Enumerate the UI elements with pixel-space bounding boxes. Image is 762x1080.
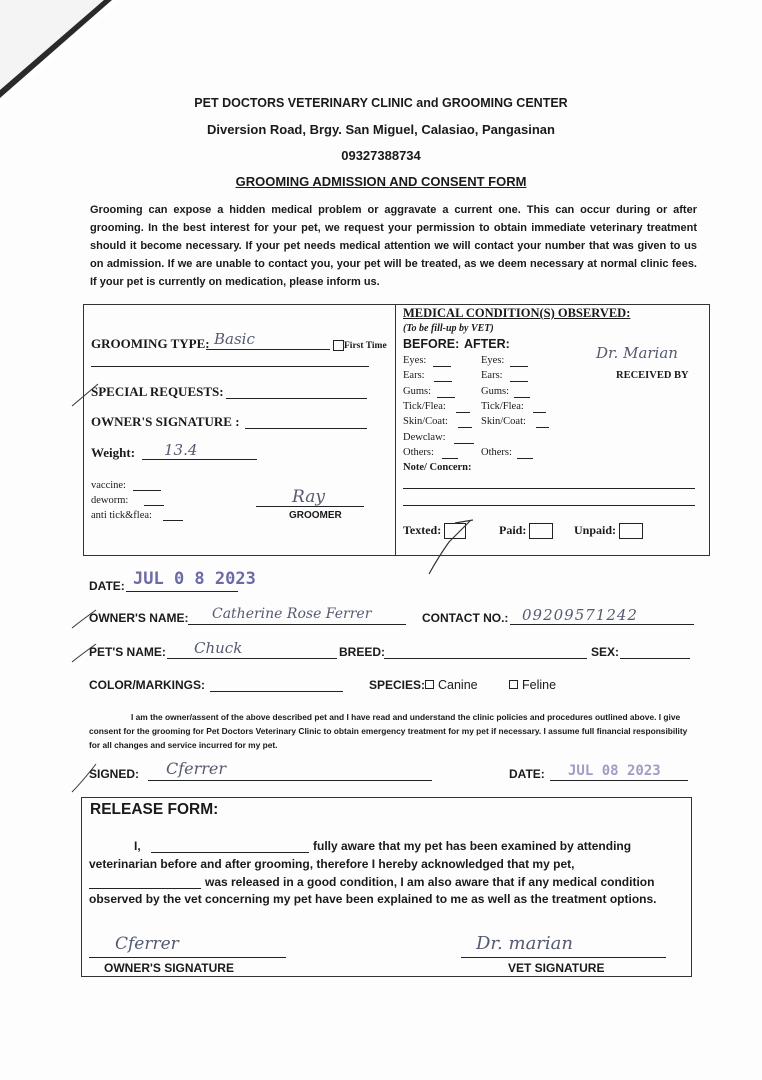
after-item: Tick/Flea: (481, 401, 524, 412)
breed-label: BREED: (339, 645, 386, 659)
before-skin-line[interactable] (458, 427, 472, 428)
clinic-phone: 09327388734 (341, 148, 421, 163)
unpaid-field (574, 523, 643, 539)
special-requests-line[interactable] (226, 398, 367, 399)
date-label: DATE: (89, 579, 125, 593)
after-item: Gums: (481, 386, 510, 397)
date-line (126, 591, 238, 592)
unpaid-checkbox[interactable] (619, 523, 643, 539)
canine-checkbox[interactable] (425, 680, 434, 689)
before-others-line[interactable] (442, 458, 458, 459)
texted-label: Texted: (403, 523, 442, 537)
paid-label: Paid: (499, 523, 527, 537)
note-line-1[interactable] (403, 488, 695, 489)
pet-name-line (167, 658, 337, 659)
release-pet-line[interactable] (89, 888, 201, 889)
owner-signature-line (89, 957, 286, 958)
grooming-type-line (206, 349, 330, 350)
vet-signature-caption: VET SIGNATURE (508, 961, 605, 975)
breed-line[interactable] (384, 658, 587, 659)
before-item: Eyes: (403, 355, 427, 366)
intro-paragraph: Grooming can expose a hidden medical problem or aggravate a current one. This can occur during or after grooming. In the best interest for your pet, we request your permission to obtain immediate veterinary treatment should it become necessary. If your pet needs medical attention we will contact your number that was given to us on admission. If we are unable to contact you, your pet will be treated, as we deem necessary at normal clinic fees. If your pet is currently on medication, please inform us. (90, 204, 697, 288)
weight-line (142, 459, 257, 460)
medical-condition-title: MEDICAL CONDITION(S) OBSERVED: (403, 306, 631, 320)
pen-tick-mark (70, 604, 100, 632)
clinic-address: Diversion Road, Brgy. San Miguel, Calasiao, Pangasinan (207, 122, 555, 137)
clinic-name: PET DOCTORS VETERINARY CLINIC and GROOMING CENTER (194, 96, 568, 110)
before-tick-line[interactable] (456, 412, 470, 413)
grooming-type-value[interactable]: Basic (214, 330, 255, 348)
after-gums-line[interactable] (514, 397, 530, 398)
release-line2: veterinarian before and after grooming, therefore I hereby acknowledged that my pet, (89, 857, 575, 871)
after-skin-line[interactable] (536, 427, 549, 428)
before-item: Gums: (403, 386, 432, 397)
after-item: Ears: (481, 370, 503, 381)
contact-label: CONTACT NO.: (422, 611, 509, 625)
note-concern-label: Note/ Concern: (403, 462, 472, 473)
feline-checkbox[interactable] (509, 680, 518, 689)
color-line[interactable] (210, 691, 343, 692)
owner-name-line (188, 624, 406, 625)
date2-line (550, 780, 688, 781)
after-eyes-line[interactable] (510, 366, 528, 367)
release-owner-signature[interactable]: Cferrer (115, 934, 179, 954)
vaccine-line[interactable] (133, 490, 161, 491)
species-label: SPECIES: (369, 678, 426, 692)
release-line1: fully aware that my pet has been examined by attending (313, 839, 632, 853)
signed-label: SIGNED: (89, 767, 140, 781)
date-stamp: JUL 0 8 2023 (133, 569, 256, 589)
after-ears-line[interactable] (510, 381, 528, 382)
first-time-label: First Time (344, 341, 387, 351)
release-name-line[interactable] (151, 852, 309, 853)
pet-name-label: PET'S NAME: (89, 645, 166, 659)
pen-tick-mark (70, 640, 100, 666)
page-corner-fold (0, 0, 120, 105)
owner-signature-line[interactable] (245, 428, 367, 429)
color-label: COLOR/MARKINGS: (89, 678, 205, 692)
weight-label: Weight: (91, 445, 136, 460)
before-dewclaw-line[interactable] (454, 443, 474, 444)
owner-signature-caption: OWNER'S SIGNATURE (104, 961, 234, 975)
species-canine-option[interactable] (425, 678, 478, 692)
paid-checkbox[interactable] (529, 523, 553, 539)
release-line3: was released in a good condition, I am also aware that if any medical condition (205, 875, 655, 889)
pen-tick-mark (70, 760, 100, 796)
before-item: Tick/Flea: (403, 401, 446, 412)
after-item: Others: (481, 447, 512, 458)
form-title: GROOMING ADMISSION AND CONSENT FORM (235, 174, 527, 189)
before-eyes-line[interactable] (433, 366, 451, 367)
vaccine-label: vaccine: (91, 480, 126, 491)
before-label: BEFORE: (403, 337, 460, 351)
after-item: Skin/Coat: (481, 416, 526, 427)
after-others-line[interactable] (517, 458, 533, 459)
texted-check-mark (425, 518, 480, 578)
sex-label: SEX: (591, 645, 620, 659)
species-feline-option[interactable] (509, 678, 556, 692)
consent-paragraph: I am the owner/assent of the above described pet and I have read and understand the clinic policies and procedures outlined above. I give consent for the grooming for Pet Doctors Veterinary Clinic to obtain emergency treatment for my pet if necessary. I assume full financial responsibility for all changes and service incurred for my pet. (89, 712, 688, 750)
weight-value[interactable]: 13.4 (164, 441, 198, 459)
groomer-signature: Ray (292, 487, 325, 507)
vet-signature-line (461, 957, 666, 958)
owner-name-value[interactable]: Catherine Rose Ferrer (212, 606, 372, 622)
owner-name-label: OWNER'S NAME: (89, 611, 189, 625)
release-vet-signature[interactable]: Dr. marian (476, 933, 573, 954)
pet-name-value[interactable]: Chuck (194, 639, 243, 657)
groomer-label: GROOMER (289, 510, 342, 521)
vet-note: (To be fill-up by VET) (403, 323, 494, 334)
before-gums-line[interactable] (437, 397, 455, 398)
after-tick-line[interactable] (533, 412, 546, 413)
deworm-label: deworm: (91, 495, 129, 506)
before-item: Dewclaw: (403, 432, 446, 443)
signed-signature[interactable]: Cferrer (166, 759, 227, 778)
signed-line (148, 780, 432, 781)
pen-tick-mark (70, 380, 100, 410)
contact-line (510, 624, 694, 625)
owner-signature-label: OWNER'S SIGNATURE : (91, 414, 240, 429)
date2-stamp: JUL 08 2023 (568, 763, 661, 779)
contact-value[interactable]: 09209571242 (522, 606, 638, 624)
unpaid-label: Unpaid: (574, 523, 617, 537)
release-line4: observed by the vet concerning my pet have been explained to me as well as the treatment options. (89, 892, 657, 906)
paid-field (499, 523, 553, 539)
groomer-line (256, 506, 364, 507)
deworm-line[interactable] (144, 505, 164, 506)
sex-line[interactable] (620, 658, 690, 659)
grooming-type-label: GROOMING TYPE: (91, 336, 210, 351)
date2-label: DATE: (509, 767, 545, 781)
received-by-signature: Dr. Marian (596, 344, 678, 362)
grooming-type-line-2 (91, 366, 369, 367)
before-ears-line[interactable] (434, 381, 452, 382)
anti-tick-line[interactable] (163, 520, 183, 521)
release-i-label: I, (134, 839, 141, 853)
note-line-2[interactable] (403, 505, 695, 506)
after-item: Eyes: (481, 355, 505, 366)
panel-divider (395, 304, 396, 556)
before-item: Skin/Coat: (403, 416, 448, 427)
before-item: Ears: (403, 370, 425, 381)
anti-tick-label: anti tick&flea: (91, 510, 152, 521)
feline-label: Feline (522, 678, 557, 692)
release-title: RELEASE FORM: (90, 801, 219, 818)
first-time-checkbox[interactable] (333, 340, 344, 351)
canine-label: Canine (438, 678, 478, 692)
before-item: Others: (403, 447, 434, 458)
special-requests-label: SPECIAL REQUESTS: (91, 384, 224, 399)
received-by-label: RECEIVED BY (616, 370, 689, 381)
after-label: AFTER: (464, 337, 510, 351)
